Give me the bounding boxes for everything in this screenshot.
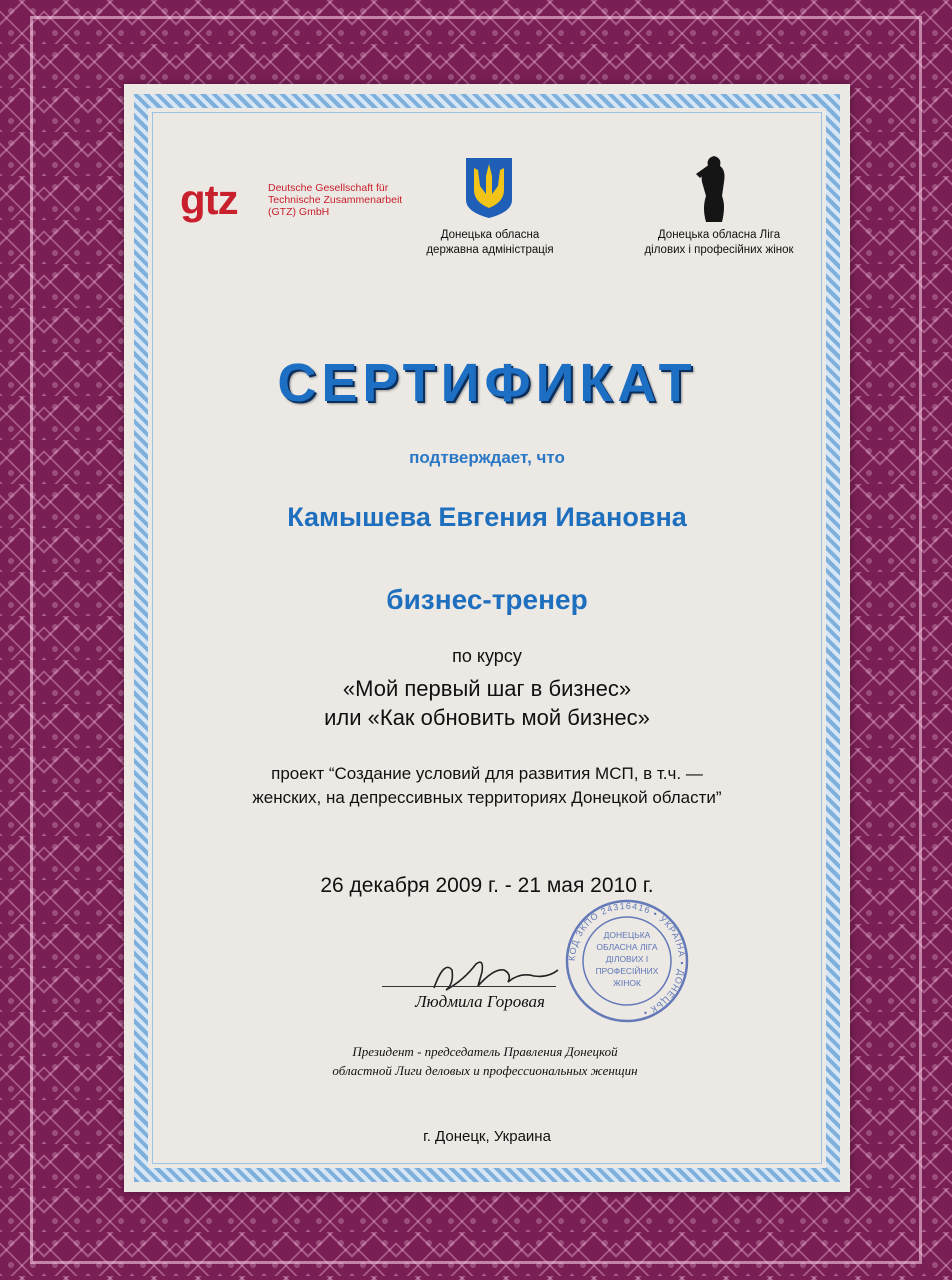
gtz-line-1: Deutsche Gesellschaft für: [268, 182, 389, 194]
recipient-role: бизнес-тренер: [386, 584, 588, 615]
gtz-line-2: Technische Zusammenarbeit: [268, 194, 403, 206]
stamp-line-5: ЖІНОК: [613, 978, 641, 988]
course-dates: 26 декабря 2009 г. - 21 мая 2010 г.: [320, 874, 654, 897]
certificate-title: СЕРТИФИКАТ: [277, 353, 697, 413]
project-description: [164, 762, 810, 810]
league-caption-line-1: Донецька обласна Ліга: [657, 229, 781, 241]
stamp-line-3: ДІЛОВИХ І: [605, 954, 649, 964]
gtz-logo: [180, 176, 403, 228]
confirms-text: подтверждает, что: [409, 448, 565, 467]
recipient-name: Камышева Евгения Ивановна: [287, 502, 687, 532]
course-label: по курсу: [452, 646, 522, 666]
gtz-org-name: [268, 182, 408, 218]
signature-line: [382, 986, 556, 987]
course-title-line-1: «Мой первый шаг в бизнес»: [342, 676, 632, 701]
project-line-2: женских, на депрессивных территориях Донецкой области”: [252, 788, 722, 807]
stamp-line-2: ОБЛАСНА ЛІГА: [596, 942, 658, 952]
course-title-line-2: или «Как обновить мой бизнес»: [324, 705, 650, 730]
stamp-line-1: ДОНЕЦЬКА: [603, 930, 651, 940]
certificate-sheet: [124, 84, 850, 1192]
signatory-title: [250, 1042, 720, 1080]
trident-caption-line-2: державна адміністрація: [426, 244, 554, 256]
signatory-title-line-2: областной Лиги деловых и профессиональных женщин: [332, 1063, 638, 1078]
gtz-mark: gtz: [180, 176, 238, 223]
signatory-title-line-1: Президент - председатель Правления Донецкой: [352, 1044, 618, 1059]
signatory-name: Людмила Горовая: [415, 992, 545, 1011]
league-caption: [624, 228, 814, 258]
official-stamp: [562, 896, 692, 1026]
league-emblem-icon: [692, 152, 736, 224]
trident-caption: [400, 228, 580, 258]
trident-caption-line-1: Донецька обласна: [440, 229, 540, 241]
issue-city: г. Донецк, Украина: [423, 1128, 551, 1145]
trident-emblem-icon: [464, 156, 514, 220]
project-line-1: проект “Создание условий для развития МСП, в т.ч. —: [271, 764, 703, 783]
stamp-line-4: ПРОФЕСІЙНИХ: [595, 966, 659, 976]
gtz-line-3: (GTZ) GmbH: [268, 206, 330, 218]
league-caption-line-2: ділових і професійних жінок: [644, 244, 794, 256]
stamp-ring-text: КОД ЗКПО 24316416 • УКРАЇНА • ДОНЕЦЬК •: [566, 900, 688, 1019]
